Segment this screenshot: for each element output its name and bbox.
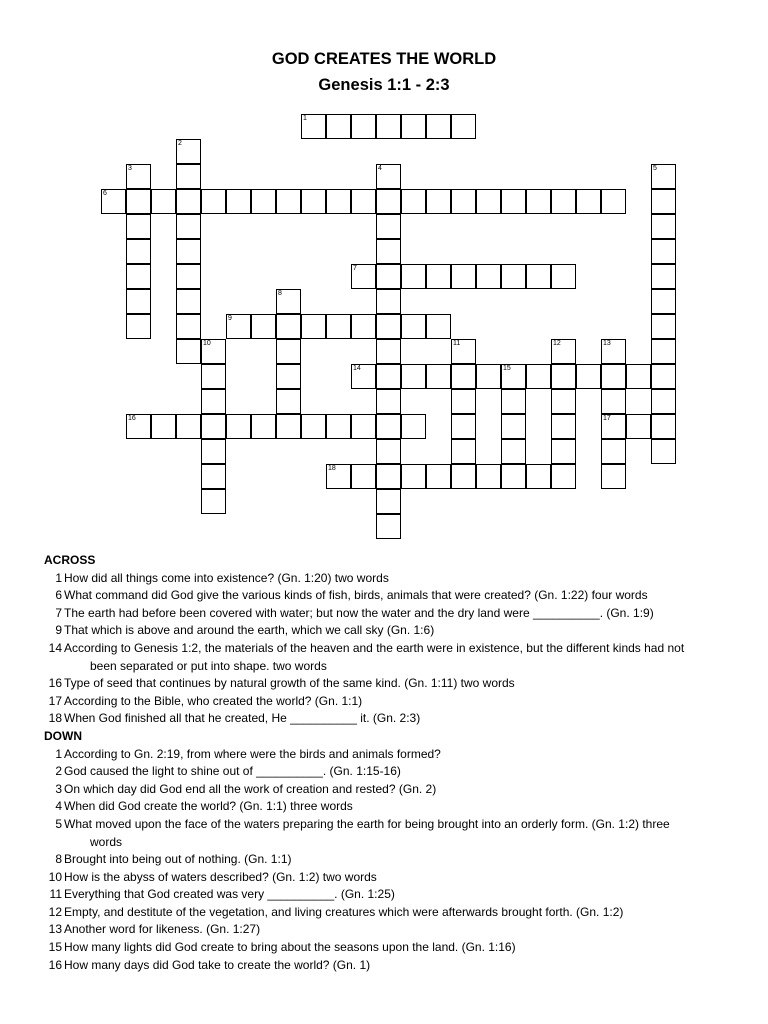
grid-cell[interactable]	[376, 239, 401, 264]
grid-cell[interactable]	[351, 314, 376, 339]
clue-number: 5	[55, 816, 62, 831]
grid-cell[interactable]	[151, 414, 176, 439]
grid-cell[interactable]	[626, 414, 651, 439]
clue-text: The earth had before been covered with water; but now the water and the dry land were __________. (Gn. 1:9)	[64, 605, 654, 620]
grid-cell[interactable]	[376, 414, 401, 439]
clue-number: 9	[55, 623, 62, 638]
grid-cell[interactable]	[326, 114, 351, 139]
grid-cell[interactable]	[451, 414, 476, 439]
grid-cell[interactable]	[551, 264, 576, 289]
grid-cell[interactable]	[501, 464, 526, 489]
clue-number: 11	[49, 887, 62, 902]
across-clue	[44, 693, 734, 711]
grid-cell[interactable]	[376, 214, 401, 239]
grid-cell[interactable]	[351, 364, 376, 389]
grid-cell[interactable]	[126, 314, 151, 339]
clue-text: When God finished all that he created, He __________ it. (Gn. 2:3)	[64, 711, 421, 726]
grid-cell[interactable]	[426, 464, 451, 489]
grid-cell[interactable]	[651, 239, 676, 264]
grid-cell[interactable]	[551, 464, 576, 489]
clue-number: 15	[48, 940, 62, 955]
clue-number: 4	[55, 799, 62, 814]
grid-cell[interactable]	[301, 114, 326, 139]
grid-cell[interactable]	[376, 189, 401, 214]
clue-number: 12	[48, 904, 62, 919]
clue-number: 17	[48, 693, 62, 708]
grid-cell[interactable]	[351, 189, 376, 214]
grid-cell[interactable]	[651, 264, 676, 289]
grid-cell[interactable]	[551, 339, 576, 364]
grid-cell[interactable]	[176, 239, 201, 264]
grid-cell[interactable]	[376, 164, 401, 189]
clue-number: 7	[353, 265, 357, 272]
grid-cell[interactable]	[526, 364, 551, 389]
clue-number: 18	[48, 711, 62, 726]
grid-cell[interactable]	[601, 439, 626, 464]
grid-cell[interactable]	[651, 389, 676, 414]
clue-number: 7	[55, 605, 62, 620]
down-clue	[44, 921, 734, 939]
grid-cell[interactable]	[601, 189, 626, 214]
grid-cell[interactable]	[376, 489, 401, 514]
grid-cell[interactable]	[176, 414, 201, 439]
grid-cell[interactable]	[501, 439, 526, 464]
grid-cell[interactable]	[551, 189, 576, 214]
clue-text: On which day did God end all the work of creation and rested? (Gn. 2)	[64, 781, 437, 796]
grid-cell[interactable]	[226, 314, 251, 339]
grid-cell[interactable]	[326, 189, 351, 214]
clue-text: That which is above and around the earth, which we call sky (Gn. 1:6)	[64, 623, 435, 638]
down-clues	[44, 746, 734, 975]
clue-number: 16	[48, 957, 62, 972]
grid-cell[interactable]	[226, 414, 251, 439]
grid-cell[interactable]	[401, 464, 426, 489]
grid-cell[interactable]	[501, 414, 526, 439]
grid-cell[interactable]	[276, 314, 301, 339]
grid-cell[interactable]	[376, 364, 401, 389]
grid-cell[interactable]	[451, 389, 476, 414]
grid-cell[interactable]	[326, 314, 351, 339]
grid-cell[interactable]	[526, 264, 551, 289]
grid-cell[interactable]	[176, 214, 201, 239]
down-clue	[44, 763, 734, 781]
grid-cell[interactable]	[376, 289, 401, 314]
clue-text: When did God create the world? (Gn. 1:1) three words	[64, 799, 353, 814]
grid-cell[interactable]	[601, 414, 626, 439]
grid-cell[interactable]	[201, 464, 226, 489]
grid-cell[interactable]	[451, 339, 476, 364]
across-clues	[44, 570, 734, 728]
grid-cell[interactable]	[201, 189, 226, 214]
grid-cell[interactable]	[251, 314, 276, 339]
clue-text: God caused the light to shine out of __________. (Gn. 1:15-16)	[64, 764, 401, 779]
clue-number: 1	[55, 746, 62, 761]
grid-cell[interactable]	[601, 364, 626, 389]
grid-cell[interactable]	[226, 189, 251, 214]
grid-cell[interactable]	[601, 389, 626, 414]
down-clue	[44, 939, 734, 957]
clue-number: 11	[453, 340, 461, 347]
clue-number: 1	[55, 570, 62, 585]
clue-number: 6	[55, 588, 62, 603]
grid-cell[interactable]	[651, 439, 676, 464]
across-clue	[44, 640, 734, 675]
down-clue	[44, 816, 734, 851]
clue-number: 4	[378, 165, 382, 172]
grid-cell[interactable]	[126, 239, 151, 264]
grid-cell[interactable]	[426, 314, 451, 339]
grid-cell[interactable]	[576, 189, 601, 214]
grid-cell[interactable]	[401, 364, 426, 389]
grid-cell[interactable]	[501, 264, 526, 289]
grid-cell[interactable]	[176, 264, 201, 289]
grid-cell[interactable]	[376, 389, 401, 414]
across-heading: ACROSS	[44, 553, 96, 567]
grid-cell[interactable]	[126, 264, 151, 289]
down-clue	[44, 904, 734, 922]
grid-cell[interactable]	[651, 164, 676, 189]
clue-number: 16	[48, 676, 62, 691]
grid-cell[interactable]	[476, 364, 501, 389]
grid-cell[interactable]	[426, 364, 451, 389]
clue-number: 14	[353, 365, 361, 372]
grid-cell[interactable]	[451, 114, 476, 139]
down-clue	[44, 781, 734, 799]
clue-number: 2	[55, 764, 62, 779]
clue-number: 13	[603, 340, 611, 347]
clue-number: 1	[303, 115, 307, 122]
grid-cell[interactable]	[276, 189, 301, 214]
down-clue	[44, 957, 734, 975]
clue-number: 3	[128, 165, 132, 172]
clue-number: 15	[503, 365, 511, 372]
grid-cell[interactable]	[301, 414, 326, 439]
clue-number: 17	[603, 415, 611, 422]
across-clue	[44, 675, 734, 693]
clue-number: 2	[178, 140, 182, 147]
clue-text: What command did God give the various kinds of fish, birds, animals that were created? (Gn. 1:22) four words	[64, 588, 648, 603]
grid-cell[interactable]	[651, 414, 676, 439]
puzzle-title: GOD CREATES THE WORLD	[271, 50, 497, 68]
grid-cell[interactable]	[401, 264, 426, 289]
down-heading: DOWN	[44, 728, 82, 743]
grid-cell[interactable]	[476, 464, 501, 489]
grid-cell[interactable]	[651, 314, 676, 339]
grid-cell[interactable]	[151, 189, 176, 214]
grid-cell[interactable]	[551, 414, 576, 439]
clue-number: 8	[55, 852, 62, 867]
grid-cell[interactable]	[376, 114, 401, 139]
puzzle-subtitle: Genesis 1:1 - 2:3	[318, 76, 450, 94]
clue-text: Another word for likeness. (Gn. 1:27)	[64, 922, 261, 937]
grid-cell[interactable]	[526, 189, 551, 214]
grid-cell[interactable]	[301, 189, 326, 214]
grid-cell[interactable]	[176, 139, 201, 164]
grid-cell[interactable]	[451, 439, 476, 464]
clue-text: How many days did God take to create the world? (Gn. 1)	[64, 957, 371, 972]
grid-cell[interactable]	[476, 189, 501, 214]
grid-cell[interactable]	[501, 364, 526, 389]
grid-cell[interactable]	[651, 289, 676, 314]
grid-cell[interactable]	[176, 314, 201, 339]
grid-cell[interactable]	[401, 414, 426, 439]
grid-cell[interactable]	[626, 364, 651, 389]
grid-cell[interactable]	[201, 364, 226, 389]
grid-cell[interactable]	[601, 339, 626, 364]
grid-cell[interactable]	[476, 264, 501, 289]
grid-cell[interactable]	[376, 314, 401, 339]
grid-cell[interactable]	[276, 289, 301, 314]
grid-cell[interactable]	[551, 364, 576, 389]
grid-cell[interactable]	[176, 339, 201, 364]
grid-cell[interactable]	[451, 264, 476, 289]
clue-text: What moved upon the face of the waters preparing the earth for being brought into an orderly form. (Gn. 1:2) three	[64, 816, 670, 831]
grid-cell[interactable]	[551, 389, 576, 414]
grid-cell[interactable]	[426, 114, 451, 139]
grid-cell[interactable]	[401, 114, 426, 139]
clue-text: How is the abyss of waters described? (Gn. 1:2) two words	[64, 869, 377, 884]
grid-cell[interactable]	[501, 389, 526, 414]
grid-cell[interactable]	[301, 314, 326, 339]
grid-cell[interactable]	[201, 439, 226, 464]
grid-cell[interactable]	[101, 189, 126, 214]
grid-cell[interactable]	[351, 114, 376, 139]
grid-cell[interactable]	[651, 189, 676, 214]
down-clue	[44, 746, 734, 764]
grid-cell[interactable]	[126, 164, 151, 189]
grid-cell[interactable]	[201, 414, 226, 439]
grid-cell[interactable]	[251, 414, 276, 439]
clue-number: 10	[48, 869, 62, 884]
grid-cell[interactable]	[201, 489, 226, 514]
grid-cell[interactable]	[651, 214, 676, 239]
grid-cell[interactable]	[126, 214, 151, 239]
clue-continuation: been separated or put into shape. two words	[90, 658, 327, 673]
clue-text: Type of seed that continues by natural growth of the same kind. (Gn. 1:11) two words	[64, 676, 515, 691]
clue-number: 6	[103, 190, 107, 197]
across-clue	[44, 710, 734, 728]
grid-cell[interactable]	[651, 339, 676, 364]
down-clue	[44, 851, 734, 869]
grid-cell[interactable]	[401, 189, 426, 214]
grid-cell[interactable]	[376, 264, 401, 289]
clue-number: 12	[553, 340, 561, 347]
grid-cell[interactable]	[376, 514, 401, 539]
grid-cell[interactable]	[451, 189, 476, 214]
grid-cell[interactable]	[601, 464, 626, 489]
grid-cell[interactable]	[201, 389, 226, 414]
grid-cell[interactable]	[176, 189, 201, 214]
down-clue	[44, 886, 734, 904]
clue-number: 3	[55, 781, 62, 796]
clue-text: How many lights did God create to bring about the seasons upon the land. (Gn. 1:16)	[64, 940, 516, 955]
grid-cell[interactable]	[276, 389, 301, 414]
grid-cell[interactable]	[276, 339, 301, 364]
grid-cell[interactable]	[651, 364, 676, 389]
clue-list	[44, 552, 734, 974]
grid-cell[interactable]	[126, 189, 151, 214]
grid-cell[interactable]	[326, 414, 351, 439]
grid-cell[interactable]	[526, 464, 551, 489]
grid-cell[interactable]	[451, 464, 476, 489]
grid-cell[interactable]	[426, 189, 451, 214]
grid-cell[interactable]	[351, 414, 376, 439]
clue-text: According to Genesis 1:2, the materials of the heaven and the earth were in existence, but the different kinds had not	[64, 640, 685, 655]
clue-number: 13	[48, 922, 62, 937]
clue-continuation: words	[90, 834, 123, 849]
grid-cell[interactable]	[251, 189, 276, 214]
grid-cell[interactable]	[376, 464, 401, 489]
across-clue	[44, 622, 734, 640]
grid-cell[interactable]	[376, 439, 401, 464]
grid-cell[interactable]	[426, 264, 451, 289]
grid-cell[interactable]	[351, 264, 376, 289]
grid-cell[interactable]	[276, 414, 301, 439]
clue-number: 16	[128, 415, 136, 422]
clue-text: Empty, and destitute of the vegetation, and living creatures which were afterwards brought forth. (Gn. 1:2)	[64, 904, 624, 919]
clue-number: 9	[228, 315, 232, 322]
across-clue	[44, 605, 734, 623]
down-clue	[44, 798, 734, 816]
grid-cell[interactable]	[451, 364, 476, 389]
clue-number: 18	[328, 465, 336, 472]
grid-cell[interactable]	[126, 289, 151, 314]
grid-cell[interactable]	[126, 414, 151, 439]
grid-cell[interactable]	[401, 314, 426, 339]
clue-number: 14	[48, 640, 62, 655]
grid-cell[interactable]	[576, 364, 601, 389]
across-clue	[44, 587, 734, 605]
clue-text: According to the Bible, who created the world? (Gn. 1:1)	[64, 693, 363, 708]
clue-text: According to Gn. 2:19, from where were the birds and animals formed?	[64, 746, 441, 761]
grid-cell[interactable]	[176, 164, 201, 189]
grid-cell[interactable]	[501, 189, 526, 214]
grid-cell[interactable]	[201, 339, 226, 364]
clue-text: Brought into being out of nothing. (Gn. 1:1)	[64, 852, 292, 867]
grid-cell[interactable]	[376, 339, 401, 364]
clue-number: 5	[653, 165, 657, 172]
clue-text: How did all things come into existence? (Gn. 1:20) two words	[64, 570, 389, 585]
grid-cell[interactable]	[326, 464, 351, 489]
clue-number: 10	[203, 340, 211, 347]
down-clue	[44, 869, 734, 887]
grid-cell[interactable]	[176, 289, 201, 314]
grid-cell[interactable]	[551, 439, 576, 464]
across-clue	[44, 570, 734, 588]
grid-cell[interactable]	[351, 464, 376, 489]
clue-text: Everything that God created was very __________. (Gn. 1:25)	[64, 887, 395, 902]
grid-cell[interactable]	[276, 364, 301, 389]
clue-number: 8	[278, 290, 282, 297]
